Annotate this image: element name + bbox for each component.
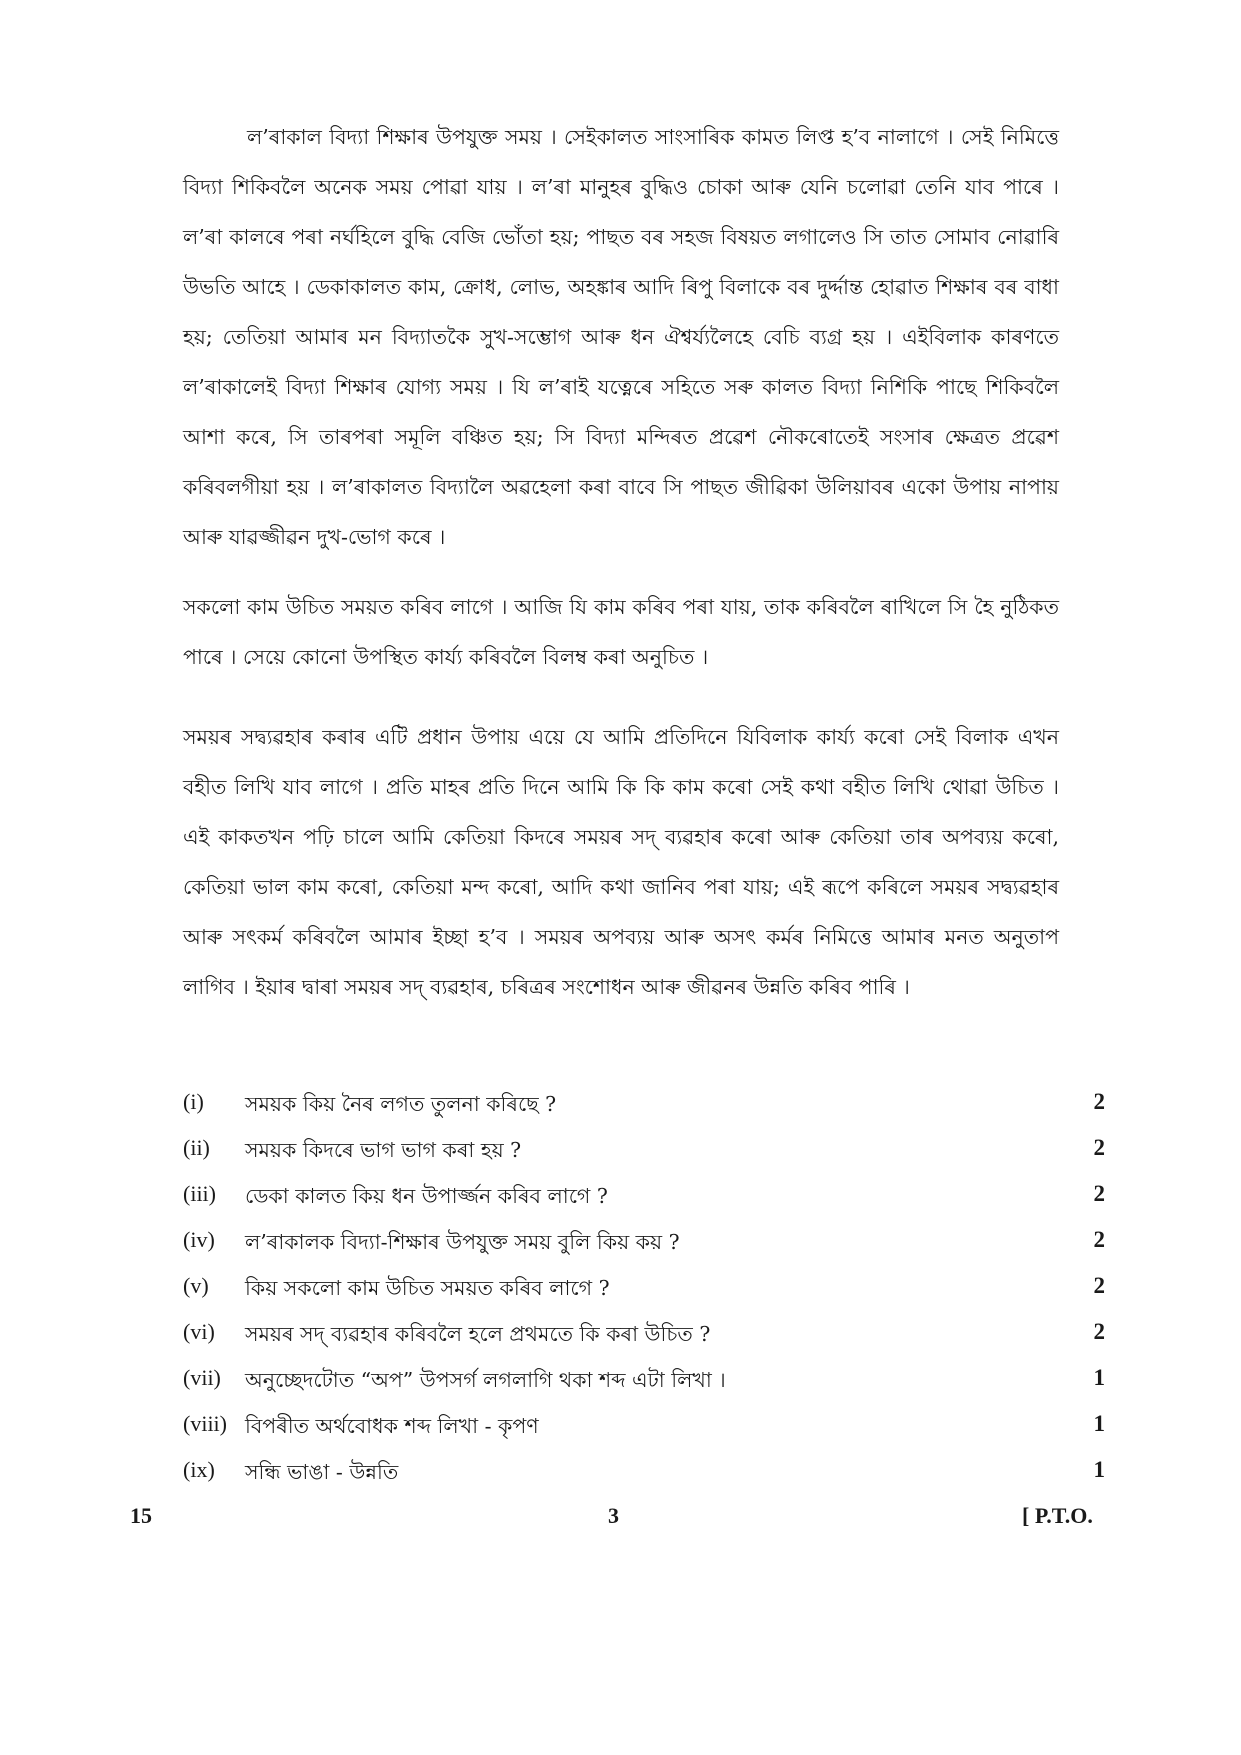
question-marks: 1 (1093, 1365, 1105, 1390)
question-marks: 2 (1093, 1319, 1105, 1344)
question-text: সময়ক কিদৰে ভাগ ভাগ কৰা হয় ? (245, 1138, 522, 1162)
paper-code: 15 (130, 1503, 152, 1528)
question-number: (i) (183, 1089, 204, 1114)
question-text: সন্ধি ভাঙা - উন্নতি (245, 1460, 399, 1484)
question-item-5 (183, 1273, 1105, 1307)
question-text: কিয় সকলো কাম উচিত সময়ত কৰিব লাগে ? (245, 1276, 610, 1300)
question-item-3 (183, 1181, 1105, 1215)
question-marks: 2 (1093, 1227, 1105, 1252)
question-marks: 2 (1093, 1089, 1105, 1114)
question-text: সময়ক কিয় নৈৰ লগত তুলনা কৰিছে ? (245, 1092, 557, 1116)
question-text: ডেকা কালত কিয় ধন উপাৰ্জ্জন কৰিব লাগে ? (245, 1184, 608, 1208)
question-text: অনুচ্ছেদটোত “অপ” উপসৰ্গ লগলাগি থকা শব্দ এটা লিখা । (245, 1368, 726, 1392)
passage-paragraph-3: সময়ৰ সদ্ব্যৱহাৰ কৰাৰ এটি প্ৰধান উপায় এয়ে যে আমি প্ৰতিদিনে যিবিলাক কাৰ্য্য কৰো সেই বিলাক এখন বহীত লিখি যাব লাগে । প্ৰতি মাহৰ প্ৰতি দিনে আমি কি কি কাম কৰো সেই কথা বহীত লিখি থোৱা উচিত । এই কাকতখন পঢ়ি চালে আমি কেতিয়া কিদৰে সময়ৰ সদ্ ব্যৱহাৰ কৰো আৰু কেতিয়া তাৰ অপব্যয় কৰো, কেতিয়া ভাল কাম কৰো, কেতিয়া মন্দ কৰো, আদি কথা জানিব পৰা যায়; এই ৰূপে কৰিলে সময়ৰ সদ্ব্যৱহাৰ আৰু সৎকৰ্ম কৰিবলৈ আমাৰ ইচ্ছা হ’ব । সময়ৰ অপব্যয় আৰু অসৎ কৰ্মৰ নিমিত্তে আমাৰ মনত অনুতাপ লাগিব । ইয়াৰ দ্বাৰা সময়ৰ সদ্ ব্যৱহাৰ, চৰিত্ৰৰ সংশোধন আৰু জীৱনৰ উন্নতি কৰিব পাৰি । (183, 725, 1059, 999)
question-number: (iii) (183, 1181, 216, 1206)
question-item-4 (183, 1227, 1105, 1261)
question-item-8 (183, 1411, 1105, 1445)
question-item-6 (183, 1319, 1105, 1353)
question-number: (iv) (183, 1227, 215, 1252)
question-number: (ii) (183, 1135, 210, 1160)
question-marks: 2 (1093, 1181, 1105, 1206)
passage-paragraph-1: ল’ৰাকাল বিদ্যা শিক্ষাৰ উপযুক্ত সময় । সেইকালত সাংসাৰিক কামত লিপ্ত হ’ব নালাগে । সেই নিমিত্তে বিদ্যা শিকিবলৈ অনেক সময় পোৱা যায় । ল’ৰা মানুহৰ বুদ্ধিও চোকা আৰু যেনি চলোৱা তেনি যাব পাৰে । ল’ৰা কালৰে পৰা নৰ্ঘহিলে বুদ্ধি বেজি ভোঁতা হয়; পাছত বৰ সহজ বিষয়ত লগালেও সি তাত সোমাব নোৱাৰি উভতি আহে । ডেকাকালত কাম, ক্ৰোধ, লোভ, অহঙ্কাৰ আদি ৰিপু বিলাকে বৰ দুৰ্দ্দান্ত হোৱাত শিক্ষাৰ বৰ বাধা হয়; তেতিয়া আমাৰ মন বিদ্যাতকৈ সুখ-সম্ভোগ আৰু ধন ঐশ্বৰ্য্যলৈহে বেচি ব্যগ্ৰ হয় । এইবিলাক কাৰণতে ল’ৰাকালেই বিদ্যা শিক্ষাৰ যোগ্য সময় । যি ল’ৰাই যত্নেৰে সহিতে সৰু কালত বিদ্যা নিশিকি পাছে শিকিবলৈ আশা কৰে, সি তাৰপৰা সমূলি বঞ্চিত হয়; সি বিদ্যা মন্দিৰত প্ৰৱেশ নৌকৰোতেই সংসাৰ ক্ষেত্ৰত প্ৰৱেশ কৰিবলগীয়া হয় । ল’ৰাকালত বিদ্যালৈ অৱহেলা কৰা বাবে সি পাছত জীৱিকা উলিয়াবৰ একো উপায় নাপায় আৰু যাৱজ্জীৱন দুখ-ভোগ কৰে । (183, 125, 1059, 549)
question-number: (vii) (183, 1365, 221, 1390)
question-number: (ix) (183, 1457, 215, 1482)
question-number: (v) (183, 1273, 209, 1298)
pto-label: [ P.T.O. (1022, 1503, 1093, 1528)
question-item-9 (183, 1457, 1105, 1491)
passage-paragraph-2: সকলো কাম উচিত সময়ত কৰিব লাগে । আজি যি কাম কৰিব পৰা যায়, তাক কৰিবলৈ ৰাখিলে সি হৈ নুঠিকত পাৰে । সেয়ে কোনো উপস্থিত কাৰ্য্য কৰিবলৈ বিলম্ব কৰা অনুচিত । (183, 595, 1059, 669)
question-item-7 (183, 1365, 1105, 1399)
question-number: (vi) (183, 1319, 215, 1344)
question-text: বিপৰীত অৰ্থবোধক শব্দ লিখা - কৃপণ (245, 1414, 539, 1438)
question-marks: 2 (1093, 1273, 1105, 1298)
question-text: সময়ৰ সদ্ ব্যৱহাৰ কৰিবলৈ হলে প্ৰথমতে কি কৰা উচিত ? (245, 1322, 711, 1346)
question-text: ল’ৰাকালক বিদ্যা-শিক্ষাৰ উপযুক্ত সময় বুলি কিয় কয় ? (245, 1230, 680, 1254)
question-number: (viii) (183, 1411, 227, 1436)
question-marks: 1 (1093, 1457, 1105, 1482)
question-item-2 (183, 1135, 1105, 1169)
question-marks: 1 (1093, 1411, 1105, 1436)
question-item-1 (183, 1089, 1105, 1123)
question-marks: 2 (1093, 1135, 1105, 1160)
page-number: 3 (608, 1503, 619, 1528)
